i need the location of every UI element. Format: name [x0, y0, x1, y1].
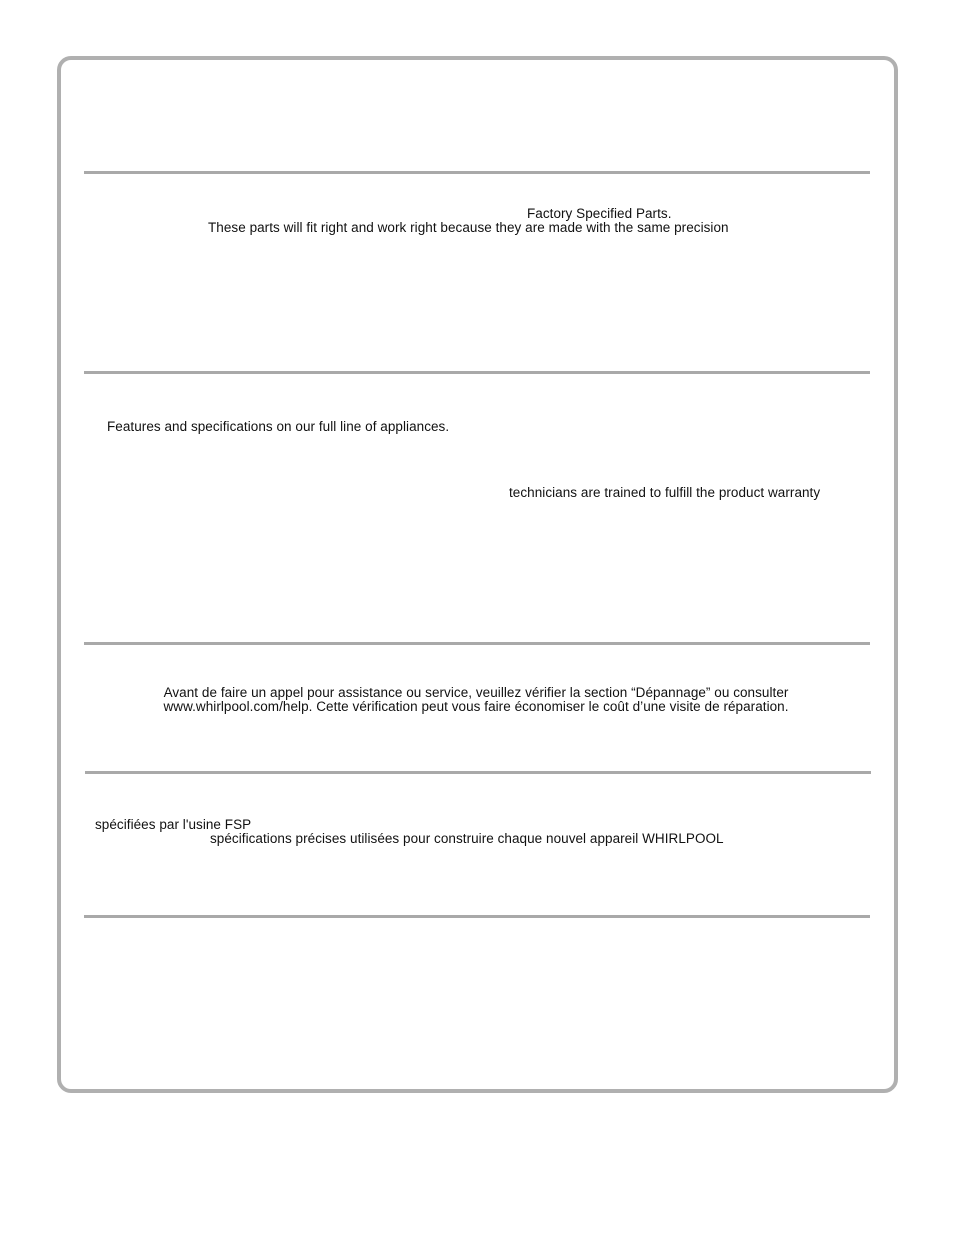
parts-text-line-1: Factory Specified Parts. — [527, 206, 672, 221]
section-divider-4 — [85, 771, 871, 774]
french-parts-text-line-1: spécifiées par l'usine FSP — [95, 817, 252, 832]
french-parts-text-line-2: spécifications précises utilisées pour construire chaque nouvel appareil WHIRLPOOL — [210, 831, 724, 846]
parts-text-line-2: These parts will fit right and work right because they are made with the same precision — [208, 220, 729, 235]
french-help-text-line-2: www.whirlpool.com/help. Cette vérification peut vous faire économiser le coût d’une visite de réparation. — [163, 699, 789, 714]
features-text-line-1: Features and specifications on our full line of appliances. — [107, 419, 450, 434]
section-divider-2 — [84, 371, 870, 374]
section-divider-5 — [84, 915, 870, 918]
section-divider-1 — [84, 171, 870, 174]
features-text-line-2: technicians are trained to fulfill the product warranty — [509, 485, 821, 500]
page-border-panel — [57, 56, 898, 1093]
section-divider-3 — [84, 642, 870, 645]
french-help-text-line-1: Avant de faire un appel pour assistance ou service, veuillez vérifier la section “Dépannage” ou consulter — [163, 685, 789, 700]
